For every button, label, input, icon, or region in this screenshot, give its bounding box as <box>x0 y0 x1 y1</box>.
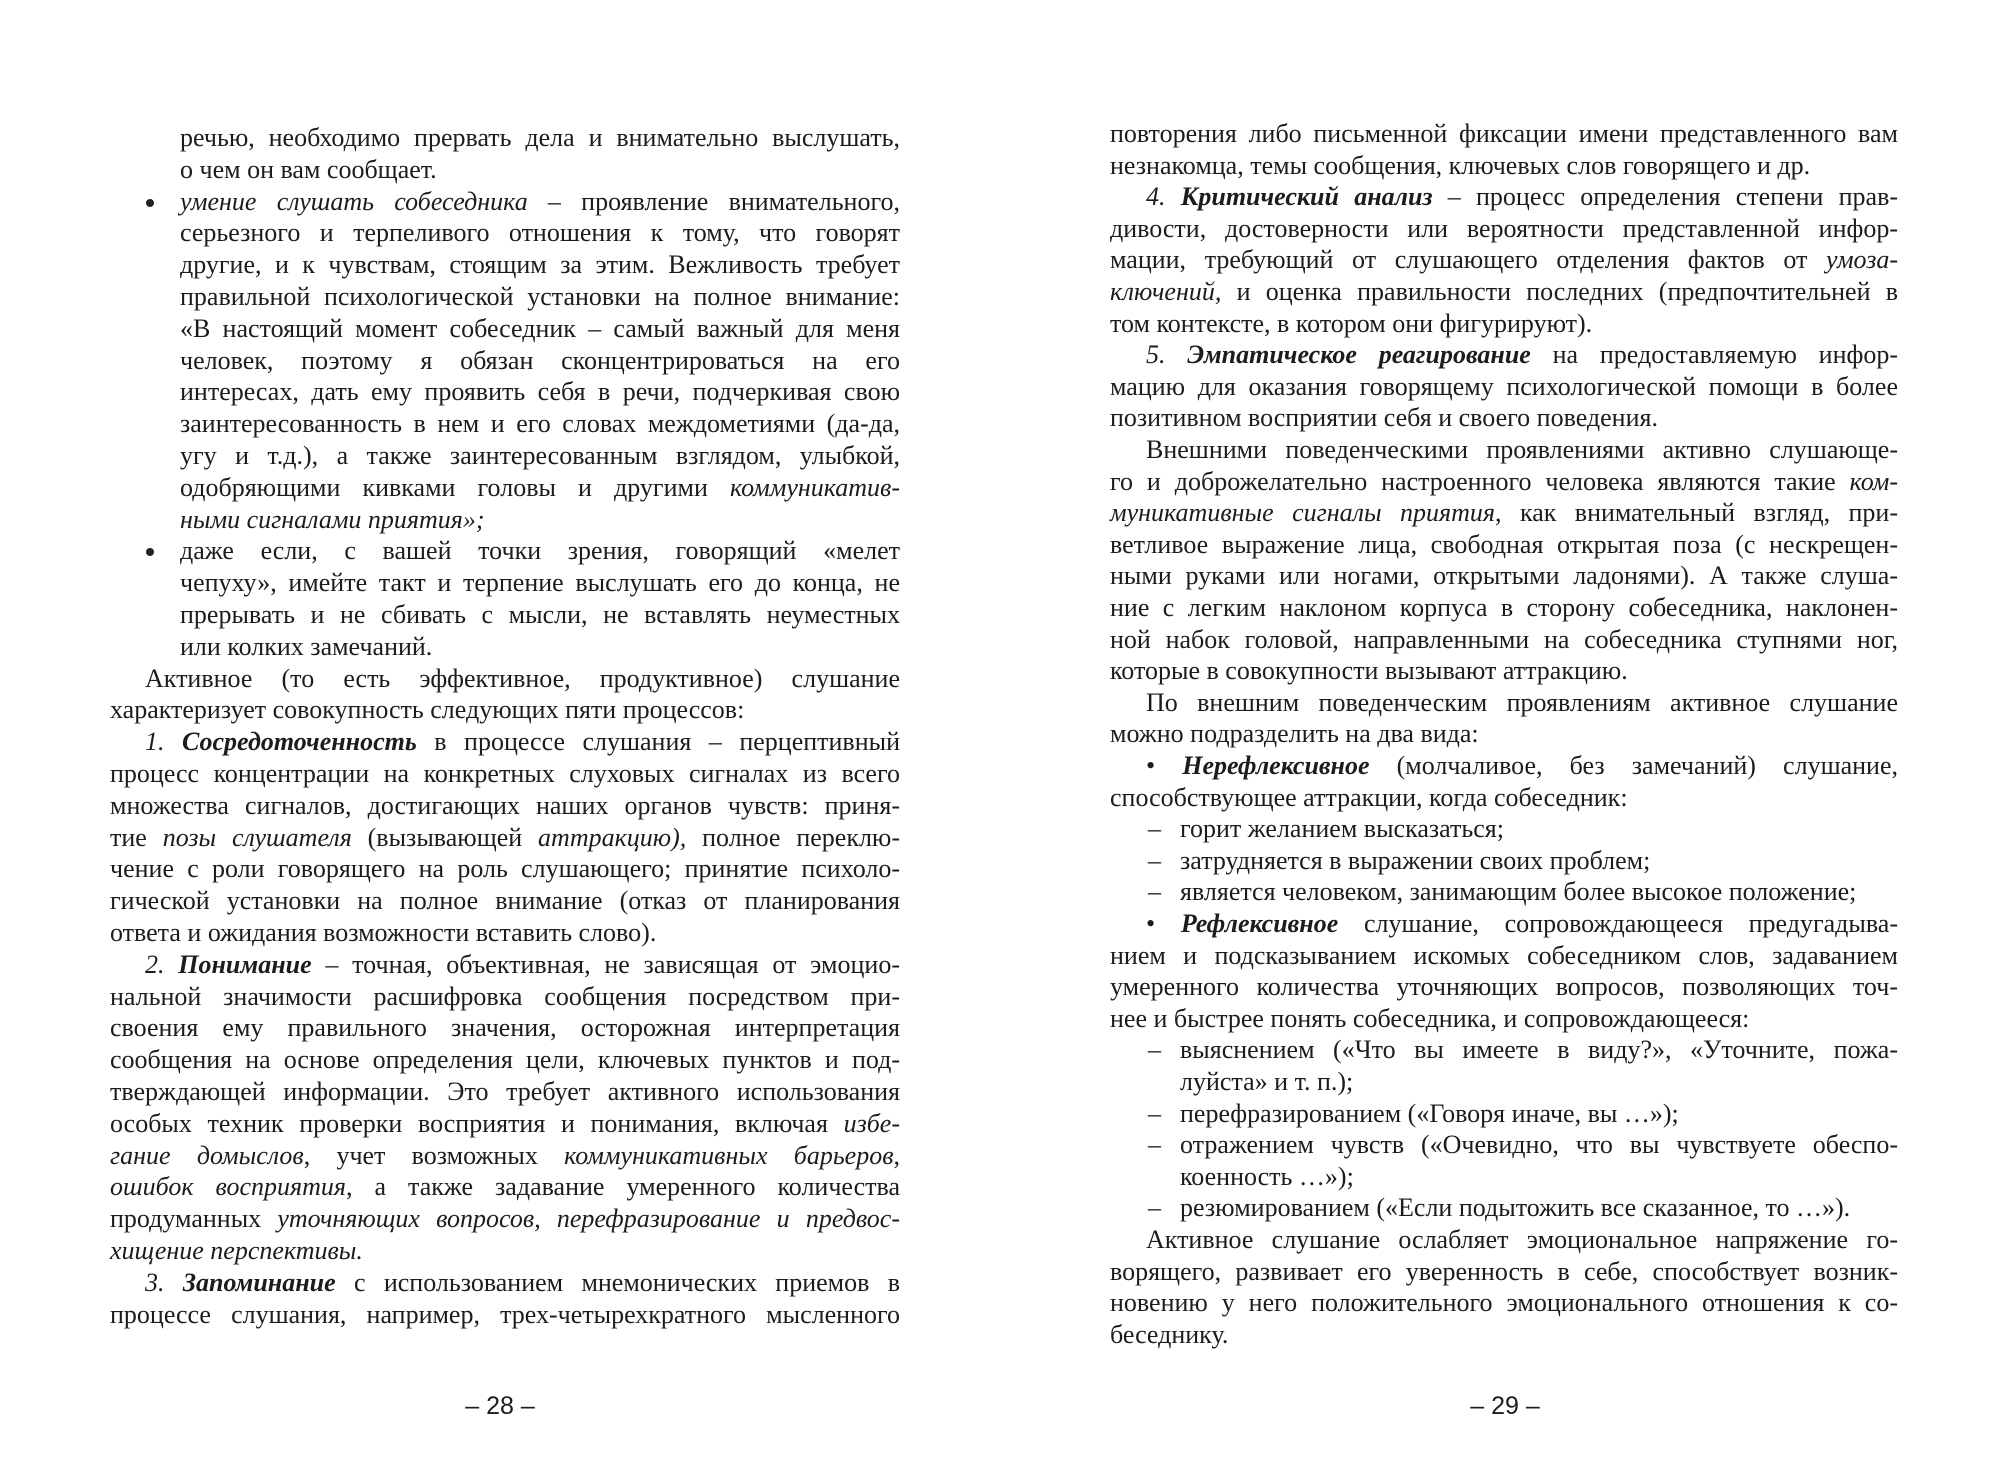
text-span: – проявление внимательного, <box>527 186 900 216</box>
text-italic: 3. <box>145 1267 183 1297</box>
text-span: и оценка правильности последних (предпочтительней в <box>1221 277 1898 306</box>
text-line <box>1146 181 1898 213</box>
text-line <box>1110 466 1898 498</box>
text-line <box>1146 687 1898 719</box>
text-italic: муникативные сигналы приятия <box>1110 498 1496 528</box>
text-italic: избе- <box>843 1108 900 1138</box>
text-line <box>1110 718 1898 750</box>
bullet-icon <box>146 199 154 207</box>
text-line <box>180 440 900 472</box>
text-line <box>110 822 900 854</box>
text-line <box>110 981 900 1013</box>
text-line <box>1110 529 1898 561</box>
page-number: – 28 – <box>465 1392 535 1420</box>
text-line <box>110 1076 900 1108</box>
text-span: позитивном восприятии себя и своего поведения. <box>1110 403 1658 433</box>
text-span: , как внимательный взгляд, при- <box>1495 498 1898 528</box>
text-line <box>1110 150 1898 182</box>
text-span: которые в совокупности вызывают аттракцию. <box>1110 656 1628 686</box>
text-line <box>1146 908 1898 940</box>
text-line <box>180 472 900 504</box>
text-line <box>110 1235 900 1267</box>
text-span: нальной значимости расшифровка сообщения посредством при- <box>110 981 900 1011</box>
text-line <box>1110 1319 1898 1351</box>
text-line <box>180 345 900 377</box>
text-line <box>1180 1066 1898 1098</box>
text-line <box>110 1140 900 1172</box>
dash-marker: – <box>1148 1035 1161 1065</box>
text-line <box>110 694 900 726</box>
text-span: резюмированием («Если подытожить все сказанное, то …»). <box>1180 1193 1851 1223</box>
text-span: в процессе слушания – перцептивный <box>416 727 901 757</box>
text-line <box>180 599 900 631</box>
text-line <box>180 217 900 249</box>
text-span: ответа и ожидания возможности вставить слово). <box>110 918 657 947</box>
text-span: процессе слушания, например, трех-четырехкратного мысленного <box>110 1299 900 1329</box>
text-line <box>180 313 900 345</box>
text-span: прерывать и не сбивать с мысли, не вставлять неуместных <box>180 600 900 629</box>
text-span: чение с роли говорящего на роль слушающего; принятие психоло- <box>110 854 900 884</box>
text-line <box>1110 497 1898 529</box>
term-bold-italic: Понимание <box>178 949 312 979</box>
text-span: Внешними поведенческими проявлениями активно слушающе- <box>1146 435 1898 464</box>
text-span: го и доброжелательно настроенного человека являются такие <box>1110 466 1850 496</box>
term-bold-italic: Эмпатическое реагирование <box>1187 340 1531 370</box>
text-span: можно подразделить на два вида: <box>1110 719 1479 749</box>
text-italic: гание домыслов <box>110 1140 304 1170</box>
text-span: гической установки на полное внимание (отказ от планирования <box>110 886 900 916</box>
text-line <box>1180 1098 1898 1130</box>
text-span: человек, поэтому я обязан сконцентрироваться на его <box>180 345 900 375</box>
text-italic: хищение перспективы. <box>110 1236 363 1265</box>
text-italic: 5. <box>1146 340 1188 370</box>
text-line <box>110 853 900 885</box>
text-line <box>145 949 900 981</box>
text-line <box>110 1299 900 1331</box>
text-span: слушание, сопровождающееся предугадыва- <box>1338 909 1899 938</box>
text-span: особых техник проверки восприятия и понимания, включая <box>110 1108 844 1138</box>
text-line <box>180 249 900 281</box>
text-span: тие <box>110 822 163 852</box>
text-line <box>110 790 900 822</box>
term-bold-italic: Запоминание <box>182 1267 336 1297</box>
text-line <box>1146 434 1898 466</box>
text-span: нее и быстрее понять собеседника, и сопровождающееся: <box>1110 1003 1750 1033</box>
text-span: способствующее аттракции, когда собеседник: <box>1110 782 1628 812</box>
text-line <box>1180 813 1898 845</box>
term-bold-italic: Сосредоточенность <box>182 727 417 757</box>
text-span: Активное слушание ослабляет эмоциональное напряжение го- <box>1146 1225 1898 1254</box>
text-span: о чем он вам сообщает. <box>180 154 437 184</box>
dash-marker: – <box>1148 845 1161 875</box>
text-span: мации, требующий от слушающего отделения фактов от <box>1110 245 1827 275</box>
text-span: • <box>1146 909 1181 938</box>
text-span: другие, и к чувствам, стоящим за этим. Вежливость требует <box>180 250 900 280</box>
text-span: перефразированием («Говоря иначе, вы …»); <box>1180 1098 1679 1128</box>
text-line <box>1146 339 1898 371</box>
text-line <box>1180 1192 1898 1224</box>
text-span: полное переклю- <box>686 822 901 852</box>
text-line <box>180 186 900 218</box>
text-span: Активное (то есть эффективное, продуктивное) слушание <box>145 663 900 693</box>
text-span: луйста» и т. п.); <box>1180 1067 1354 1096</box>
text-line <box>1110 1003 1898 1035</box>
text-italic: ошибок восприятия <box>110 1172 346 1202</box>
text-line <box>1110 592 1898 624</box>
text-line <box>1110 213 1898 245</box>
text-italic: ными сигналами приятия»; <box>180 504 485 534</box>
text-line <box>180 376 900 408</box>
text-line <box>110 885 900 917</box>
text-span: своения ему правильного значения, осторожная интерпретация <box>110 1013 900 1043</box>
text-line <box>145 1267 900 1299</box>
text-line <box>1110 940 1898 972</box>
text-line <box>110 1044 900 1076</box>
text-line <box>180 281 900 313</box>
text-span: умеренного количества уточняющих вопросов, позволяющих точ- <box>1110 972 1898 1002</box>
text-line <box>110 1108 900 1140</box>
text-line <box>1110 244 1898 276</box>
text-span: затрудняется в выражении своих проблем; <box>1180 845 1651 875</box>
term-bold-italic: Рефлексивное <box>1180 909 1339 938</box>
text-span: или колких замечаний. <box>180 631 433 661</box>
text-span: , а также задавание умеренного количества <box>345 1172 900 1202</box>
text-line <box>1146 750 1898 782</box>
text-line <box>1180 1129 1898 1161</box>
text-span: на предоставляемую инфор- <box>1530 340 1899 370</box>
page-29 <box>1000 0 2000 1463</box>
dash-marker: – <box>1148 814 1161 844</box>
text-span: новению у него положительного эмоционального отношения к со- <box>1110 1288 1898 1318</box>
dash-marker: – <box>1148 1130 1161 1160</box>
text-span: тверждающей информации. Это требует активного использования <box>110 1077 900 1106</box>
text-span: интересах, дать ему проявить себя в речи, подчеркивая свою <box>180 377 900 407</box>
text-span: правильной психологической установки на полное внимание: <box>180 282 900 311</box>
text-line <box>1110 971 1898 1003</box>
text-span: коенность …»); <box>1180 1161 1354 1191</box>
text-span: – процесс определения степени прав- <box>1432 182 1899 212</box>
text-span: серьезного и терпеливого отношения к тому, что говорят <box>180 218 900 248</box>
text-span: мацию для оказания говорящему психологической помощи в более <box>1110 371 1898 401</box>
text-line <box>1110 118 1898 150</box>
text-italic: коммуникатив- <box>729 472 900 502</box>
text-line <box>145 663 900 695</box>
bullet-icon <box>146 548 154 556</box>
text-line <box>110 1012 900 1044</box>
text-line <box>1180 1034 1898 1066</box>
text-span: выяснением («Что вы имеете в виду?», «Уточните, пожа- <box>1180 1035 1898 1065</box>
text-line <box>1110 371 1898 403</box>
text-italic: умоза- <box>1826 245 1898 275</box>
text-span: ние с легким наклоном корпуса в сторону собеседника, наклонен- <box>1110 593 1898 622</box>
text-span: горит желанием высказаться; <box>1180 814 1504 844</box>
text-line <box>1110 782 1898 814</box>
text-span: угу и т.д.), а также заинтересованным взглядом, улыбкой, <box>180 441 900 470</box>
text-line <box>110 1171 900 1203</box>
text-span: чепуху», имейте такт и терпение выслушать его до конца, не <box>180 568 900 598</box>
dash-marker: – <box>1148 877 1161 907</box>
text-italic: ключений, <box>1110 277 1222 306</box>
text-span: заинтересованность в нем и его словах междометиями (да-да, <box>180 409 900 439</box>
text-span: ной набок головой, направленными на собеседника ступнями ног, <box>1110 624 1898 654</box>
text-span: «В настоящий момент собеседник – самый важный для меня <box>180 313 900 343</box>
text-span: том контексте, в котором они фигурируют). <box>1110 308 1593 338</box>
text-italic: 2. <box>145 949 179 979</box>
text-span: По внешним поведенческим проявлениям активное слушание <box>1146 687 1898 717</box>
text-span: незнакомца, темы сообщения, ключевых слов говорящего и др. <box>1110 150 1811 180</box>
text-line <box>1110 1287 1898 1319</box>
text-span: множества сигналов, достигающих наших органов чувств: приня- <box>110 790 900 820</box>
text-italic: позы слушателя <box>162 822 352 852</box>
text-italic: уточняющих вопросов, перефразирование и предвос- <box>277 1204 901 1234</box>
term-bold-italic: Критический анализ <box>1180 182 1433 212</box>
text-span: с использованием мнемонических приемов в <box>335 1267 900 1297</box>
text-line <box>180 631 900 663</box>
text-span: беседнику. <box>1110 1319 1229 1349</box>
text-line <box>1110 308 1898 340</box>
text-span: сообщения на основе определения цели, ключевых пунктов и под- <box>110 1045 900 1075</box>
text-line <box>110 917 900 949</box>
text-span: повторения либо письменной фиксации имени представленного вам <box>1110 119 1898 148</box>
text-italic: ком- <box>1849 466 1898 496</box>
text-line <box>180 504 900 536</box>
text-span: – точная, объективная, не зависящая от эмоцио- <box>311 949 900 979</box>
text-span: отражением чувств («Очевидно, что вы чувствуете обеспо- <box>1180 1130 1898 1160</box>
text-span: (молчаливое, без замечаний) слушание, <box>1369 751 1898 780</box>
text-line <box>1180 876 1898 908</box>
text-line <box>180 535 900 567</box>
text-italic: 1. <box>145 727 182 757</box>
text-span: нием и подсказыванием искомых собеседником слов, задаванием <box>1110 940 1898 970</box>
text-italic: аттракцию), <box>538 822 687 852</box>
text-line <box>145 726 900 758</box>
text-span: дивости, достоверности или вероятности представленной инфор- <box>1110 213 1898 243</box>
text-line <box>110 758 900 790</box>
text-line <box>1180 845 1898 877</box>
text-line <box>1180 1161 1898 1193</box>
text-line <box>1110 624 1898 656</box>
text-line <box>1146 1224 1898 1256</box>
text-line <box>180 567 900 599</box>
text-span: одобряющими кивками головы и другими <box>180 472 730 502</box>
text-span: , учет возможных <box>303 1140 565 1170</box>
text-line <box>1110 560 1898 592</box>
text-italic: коммуникативных барьеров, <box>564 1140 900 1170</box>
dash-marker: – <box>1148 1193 1161 1223</box>
text-span: ными руками или ногами, открытыми ладонями). А также слуша- <box>1110 561 1898 591</box>
text-span: процесс концентрации на конкретных слуховых сигналах из всего <box>110 759 900 788</box>
text-span: продуманных <box>110 1204 278 1234</box>
text-line <box>180 122 900 154</box>
text-span: (вызывающей <box>351 822 539 852</box>
text-line <box>1110 402 1898 434</box>
dash-marker: – <box>1148 1098 1161 1128</box>
term-bold-italic: Нерефлексивное <box>1182 751 1370 780</box>
text-italic: 4. <box>1146 182 1181 212</box>
text-span: характеризует совокупность следующих пяти процессов: <box>110 695 745 725</box>
text-line <box>1110 276 1898 308</box>
text-span: ворящего, развивает его уверенность в себе, способствует возник- <box>1110 1256 1898 1286</box>
text-span: речью, необходимо прервать дела и внимательно выслушать, <box>180 123 900 152</box>
text-line <box>1110 1256 1898 1288</box>
text-italic: умение слушать собеседника <box>180 186 528 216</box>
page-number: – 29 – <box>1470 1392 1540 1420</box>
text-line <box>1110 655 1898 687</box>
text-span: • <box>1146 751 1183 780</box>
text-line <box>110 1203 900 1235</box>
text-line <box>180 154 900 186</box>
text-span: является человеком, занимающим более высокое положение; <box>1180 877 1857 907</box>
text-span: даже если, с вашей точки зрения, говорящий «мелет <box>180 536 900 566</box>
text-line <box>180 408 900 440</box>
text-span: ветливое выражение лица, свободная открытая поза (с нескрещен- <box>1110 529 1898 559</box>
